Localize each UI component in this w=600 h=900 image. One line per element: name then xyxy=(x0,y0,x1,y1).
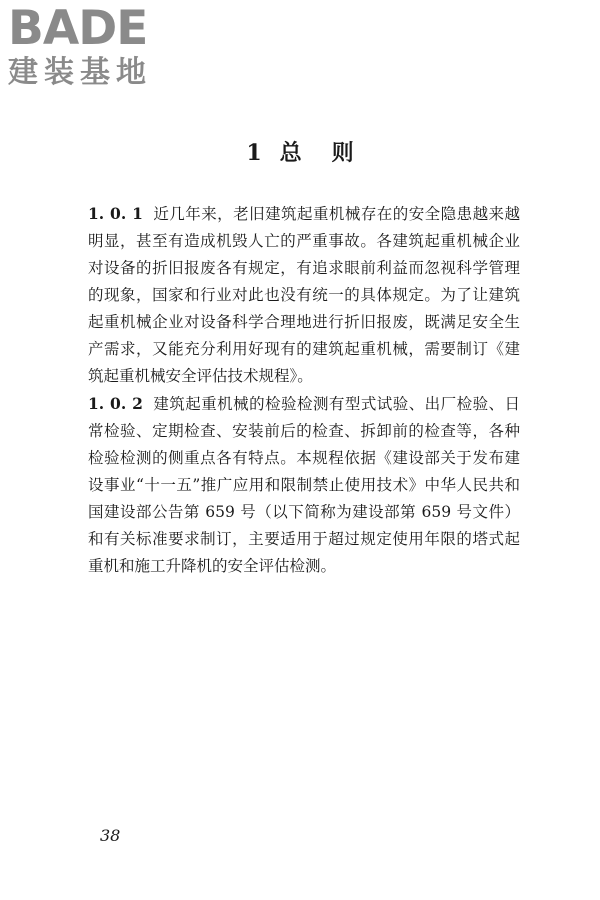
clause-text: 近几年来，老旧建筑起重机械存在的安全隐患越来越明显，甚至有造成机毁人亡的严重事故。各建筑起重机械企业对设备的折旧报废各有规定，有追求眼前利益而忽视科学管理的现象，国家和行业对此也没有统一的具体规定。为了让建筑起重机械企业对设备科学合理地进行折旧报废，既满足安全生产需求，又能充分利用好现有的建筑起重机械，需要制订《建筑起重机械安全评估技术规程》。 xyxy=(88,205,520,385)
clause-1-0-2 xyxy=(88,390,520,580)
logo-wordmark: BADE xyxy=(8,1,148,56)
chapter-number: 1 xyxy=(246,140,262,166)
body-text xyxy=(88,200,520,580)
clause-1-0-1 xyxy=(88,200,520,390)
logo-subtitle: 建装基地 xyxy=(8,55,152,90)
chapter-title-part1: 总 xyxy=(279,140,302,166)
bade-logo xyxy=(8,1,178,90)
clause-number: 1. 0. 2 xyxy=(88,394,143,413)
chapter-title xyxy=(0,138,600,168)
clause-text: 建筑起重机械的检验检测有型式试验、出厂检验、日常检验、定期检查、安装前后的检查、拆卸前的检查等，各种检验检测的侧重点各有特点。本规程依据《建设部关于发布建设事业“十一五”推广应用和限制禁止使用技术》中华人民共和国建设部公告第 659 号（以下简称为建设部第 659 号文件）和有关标准要求制订，主要适用于超过规定使用年限的塔式起重机和施工升降机的安全评估检测。 xyxy=(88,395,520,575)
clause-number: 1. 0. 1 xyxy=(88,204,143,223)
page-number: 38 xyxy=(100,826,121,845)
chapter-title-part2: 则 xyxy=(331,140,354,166)
